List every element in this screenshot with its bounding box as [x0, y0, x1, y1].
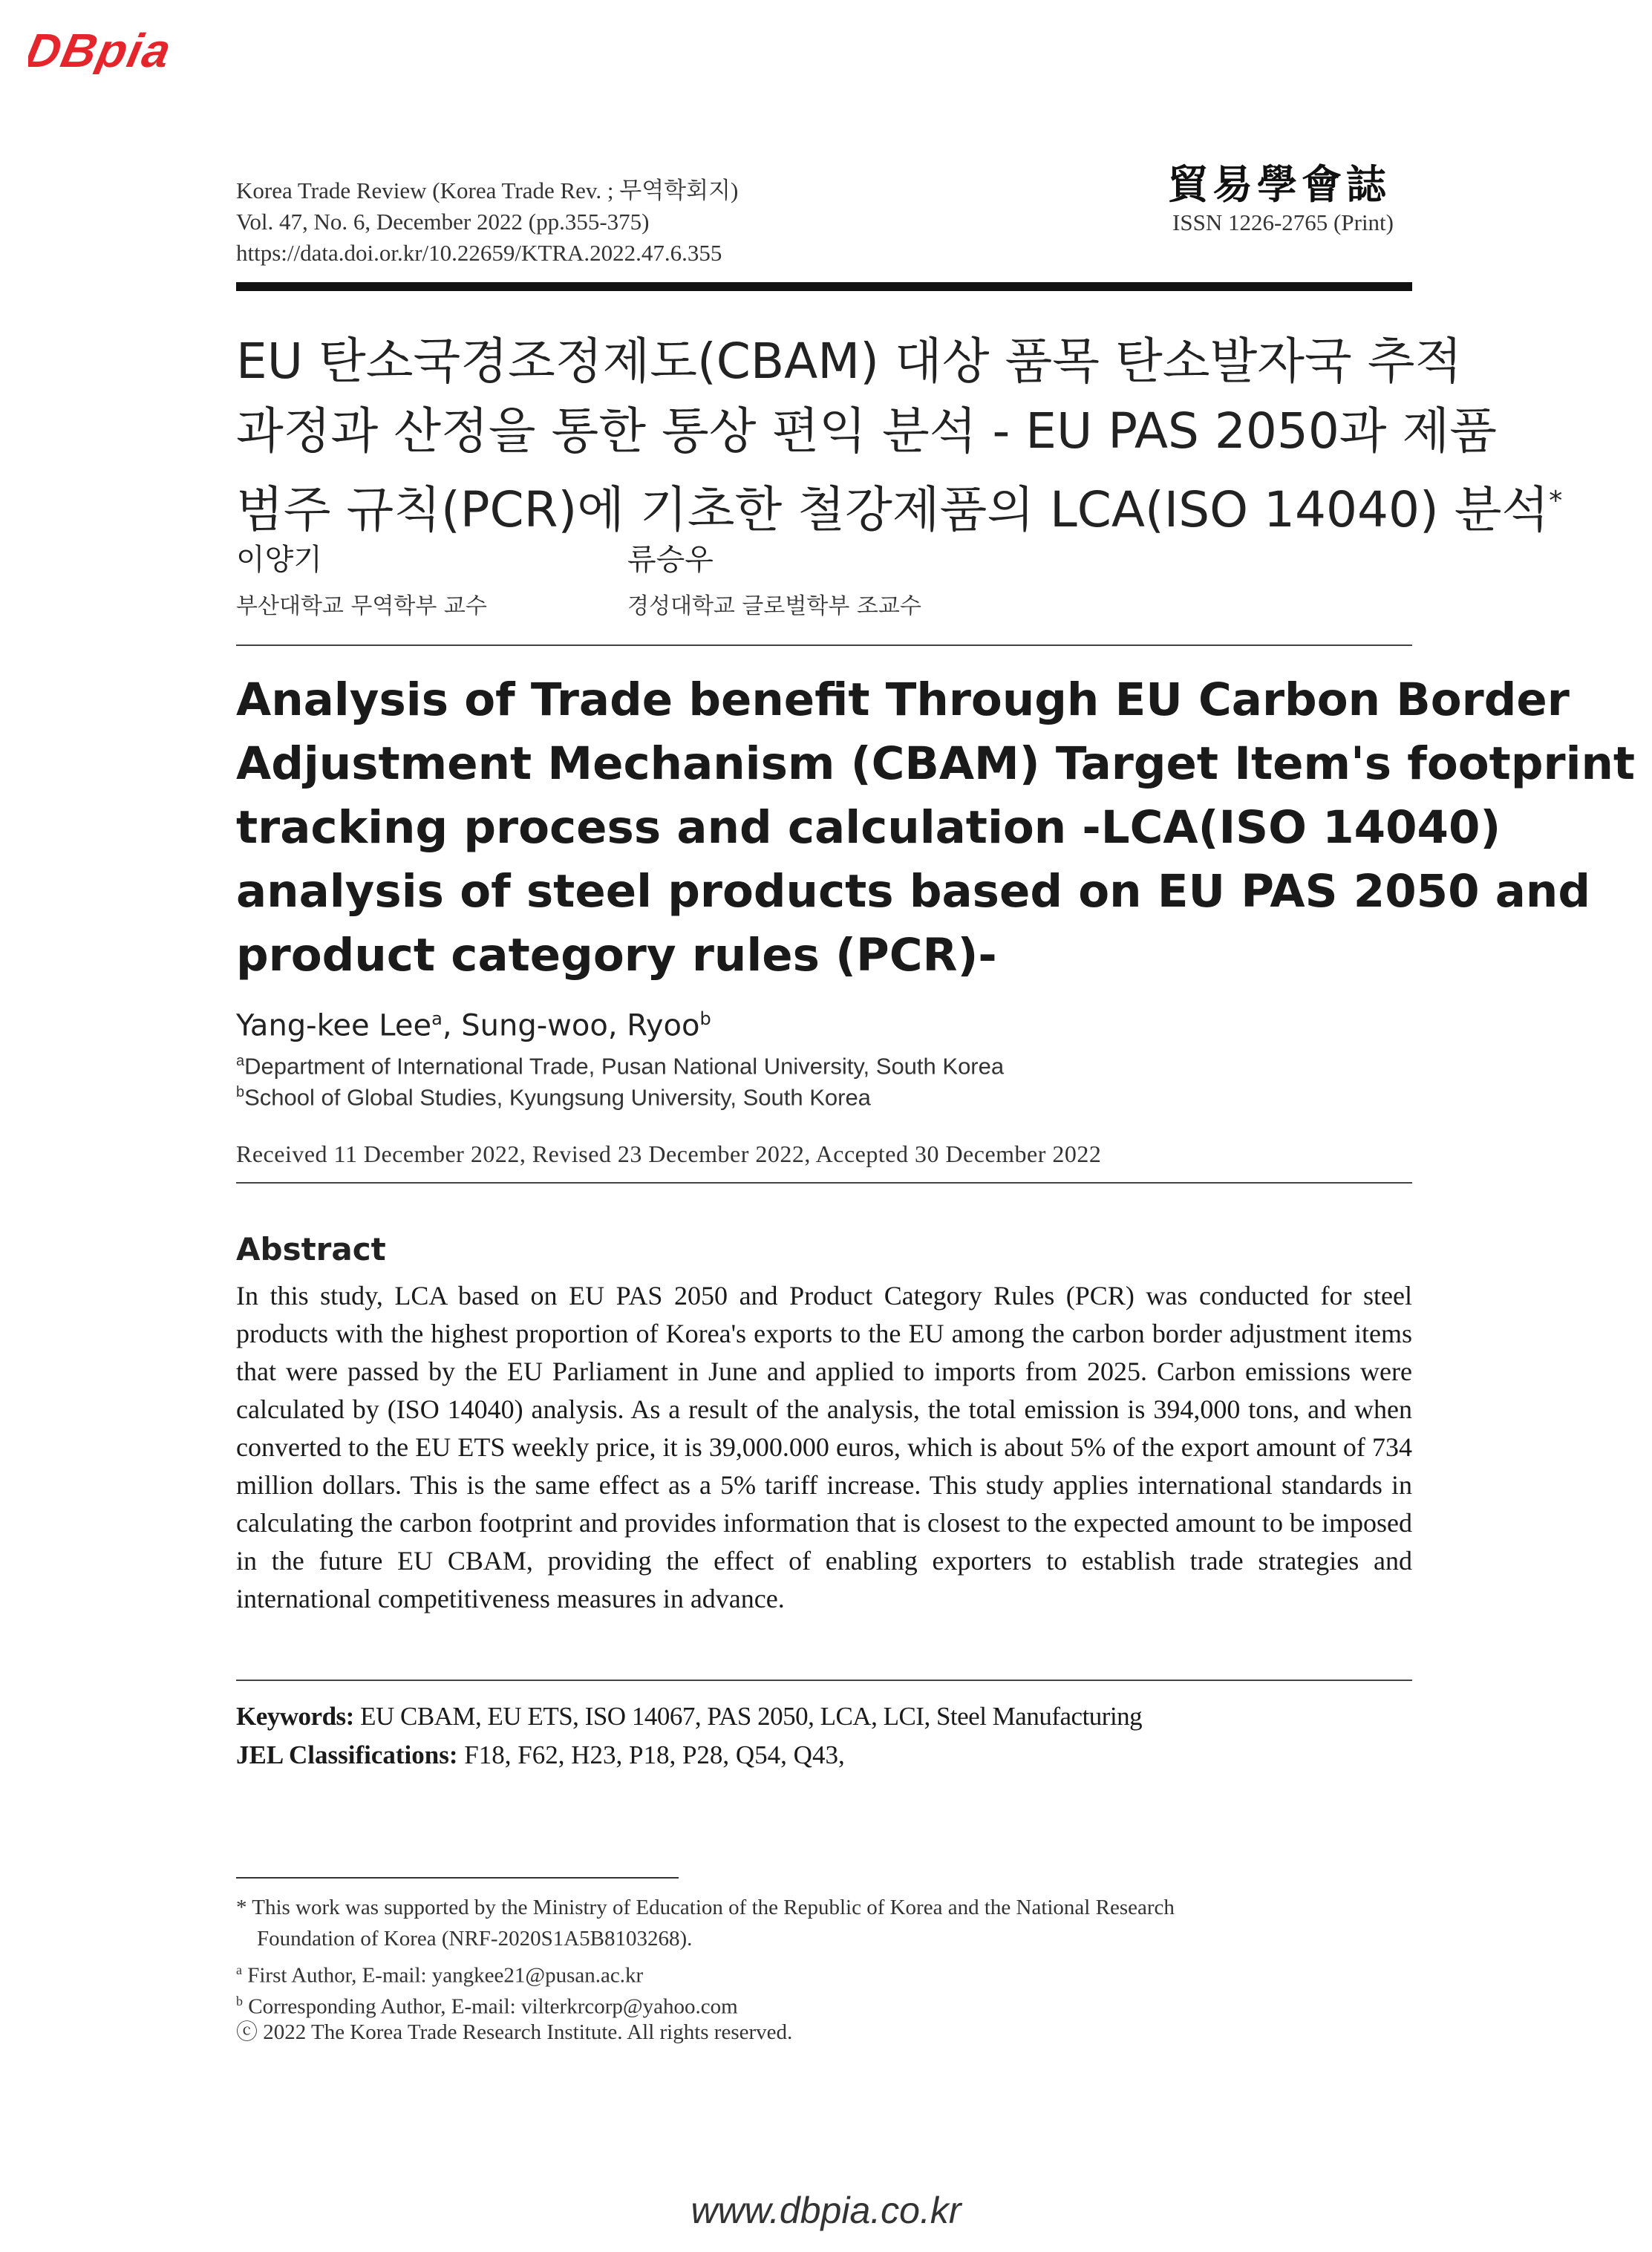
- english-title-line: Analysis of Trade benefit Through EU Carbon Border: [236, 673, 1570, 726]
- author-name: Sung-woo, Ryoo: [461, 1008, 700, 1043]
- footnote-text: This work was supported by the Ministry of Education of the Republic of Korea and the National Research: [252, 1896, 1175, 1919]
- affiliation-b: [236, 1084, 871, 1111]
- jel-classifications: [236, 1740, 845, 1770]
- footnote-mark: a: [236, 1962, 242, 1977]
- korean-author-1: [236, 536, 487, 620]
- korean-author-2: [627, 536, 921, 620]
- journal-doi[interactable]: https://data.doi.or.kr/10.22659/KTRA.2022.47.6.355: [236, 240, 722, 266]
- footnote-mark: *: [236, 1896, 247, 1919]
- footnote-divider: [236, 1877, 679, 1879]
- korean-title: [236, 327, 1563, 545]
- korean-author-affiliation: 부산대학교 무역학부 교수: [236, 593, 487, 619]
- korean-author-affiliation: 경성대학교 글로벌학부 조교수: [627, 593, 921, 619]
- keywords-label: Keywords:: [236, 1702, 354, 1731]
- affiliation-mark: b: [236, 1084, 245, 1100]
- footnote-text[interactable]: Corresponding Author, E-mail: vilterkrcorp@yahoo.com: [248, 1994, 738, 2019]
- journal-hanja-title: 貿易學會誌: [1168, 160, 1391, 208]
- journal-name: Korea Trade Review (Korea Trade Rev. ; 무역학회지): [236, 177, 739, 203]
- footnote-funding: [236, 1892, 1412, 1954]
- journal-volume: Vol. 47, No. 6, December 2022 (pp.355-375): [236, 209, 650, 235]
- author-mark: a: [431, 1008, 443, 1029]
- footer-url-link[interactable]: www.dbpia.co.kr: [690, 2190, 962, 2231]
- footnote-text: Foundation of Korea (NRF-2020S1A5B8103268).: [257, 1927, 693, 1951]
- jel-value: F18, F62, H23, P18, P28, Q54, Q43,: [464, 1740, 845, 1769]
- korean-author-name: 류승우: [627, 543, 714, 577]
- header-divider: [236, 282, 1412, 291]
- korean-title-line: EU 탄소국경조정제도(CBAM) 대상 품목 탄소발자국 추적: [236, 333, 1463, 390]
- korean-title-line: 범주 규칙(PCR)에 기초한 철강제품의 LCA(ISO 14040) 분석*: [236, 481, 1563, 538]
- journal-issn: ISSN 1226-2765 (Print): [1172, 209, 1394, 235]
- section-divider: [236, 1182, 1412, 1184]
- footnote-mark: b: [236, 1994, 243, 2008]
- footnote-copyright: ⓒ 2022 The Korea Trade Research Institute. All rights reserved.: [236, 2020, 793, 2044]
- english-title: [236, 668, 1636, 988]
- english-title-line: tracking process and calculation -LCA(ISO 14040): [236, 801, 1501, 854]
- section-divider: [236, 644, 1412, 646]
- affiliation-a: [236, 1053, 1004, 1080]
- english-authors: [236, 1008, 711, 1042]
- logo-text: DBpia: [28, 28, 177, 74]
- affiliation-text: School of Global Studies, Kyungsung University, South Korea: [244, 1084, 871, 1111]
- abstract-body: In this study, LCA based on EU PAS 2050 and Product Category Rules (PCR) was conducted for steel products with the highest proportion of Korea's exports to the EU among the carbon border adjustment items that were passed by the EU Parliament in June and applied to imports from 2025. Carbon emissions were calculated by (ISO 14040) analysis. As a result of the analysis, the total emission is 394,000 tons, and when converted to the EU ETS weekly price, it is 39,000.000 euros, which is about 5% of the export amount of 734 million dollars. This is the same effect as a 5% tariff increase. This study applies international standards in calculating the carbon footprint and provides information that is closest to the expected amount to be imposed in the future EU CBAM, providing the effect of enabling exporters to establish trade strategies and international competitiveness measures in advance.: [236, 1281, 1412, 1613]
- affiliation-text: Department of International Trade, Pusan National University, South Korea: [244, 1053, 1005, 1080]
- dbpia-logo[interactable]: [28, 28, 296, 74]
- jel-label: JEL Classifications:: [236, 1740, 458, 1769]
- keywords-value: EU CBAM, EU ETS, ISO 14067, PAS 2050, LCA, LCI, Steel Manufacturing: [360, 1702, 1143, 1731]
- section-divider: [236, 1680, 1412, 1681]
- affiliation-mark: a: [236, 1053, 245, 1069]
- author-name: Yang-kee Lee: [236, 1008, 432, 1043]
- keywords: [236, 1702, 1142, 1732]
- journal-info: [236, 175, 738, 269]
- english-title-line: analysis of steel products based on EU PAS 2050 and: [236, 865, 1591, 918]
- korean-title-line: 과정과 산정을 통한 통상 편익 분석 - EU PAS 2050과 제품: [236, 402, 1498, 460]
- english-title-line: product category rules (PCR)-: [236, 929, 997, 982]
- abstract-heading: Abstract: [236, 1231, 386, 1267]
- english-title-line: Adjustment Mechanism (CBAM) Target Item's footprint: [236, 737, 1636, 790]
- korean-author-name: 이양기: [236, 543, 322, 577]
- dbpia-logo-mark: [28, 28, 296, 74]
- author-mark: b: [699, 1008, 711, 1029]
- footnote-text[interactable]: First Author, E-mail: yangkee21@pusan.ac.kr: [247, 1963, 644, 1988]
- received-dates: Received 11 December 2022, Revised 23 December 2022, Accepted 30 December 2022: [236, 1140, 1102, 1167]
- title-footnote-mark: *: [1549, 486, 1563, 516]
- author-separator: ,: [442, 1008, 462, 1043]
